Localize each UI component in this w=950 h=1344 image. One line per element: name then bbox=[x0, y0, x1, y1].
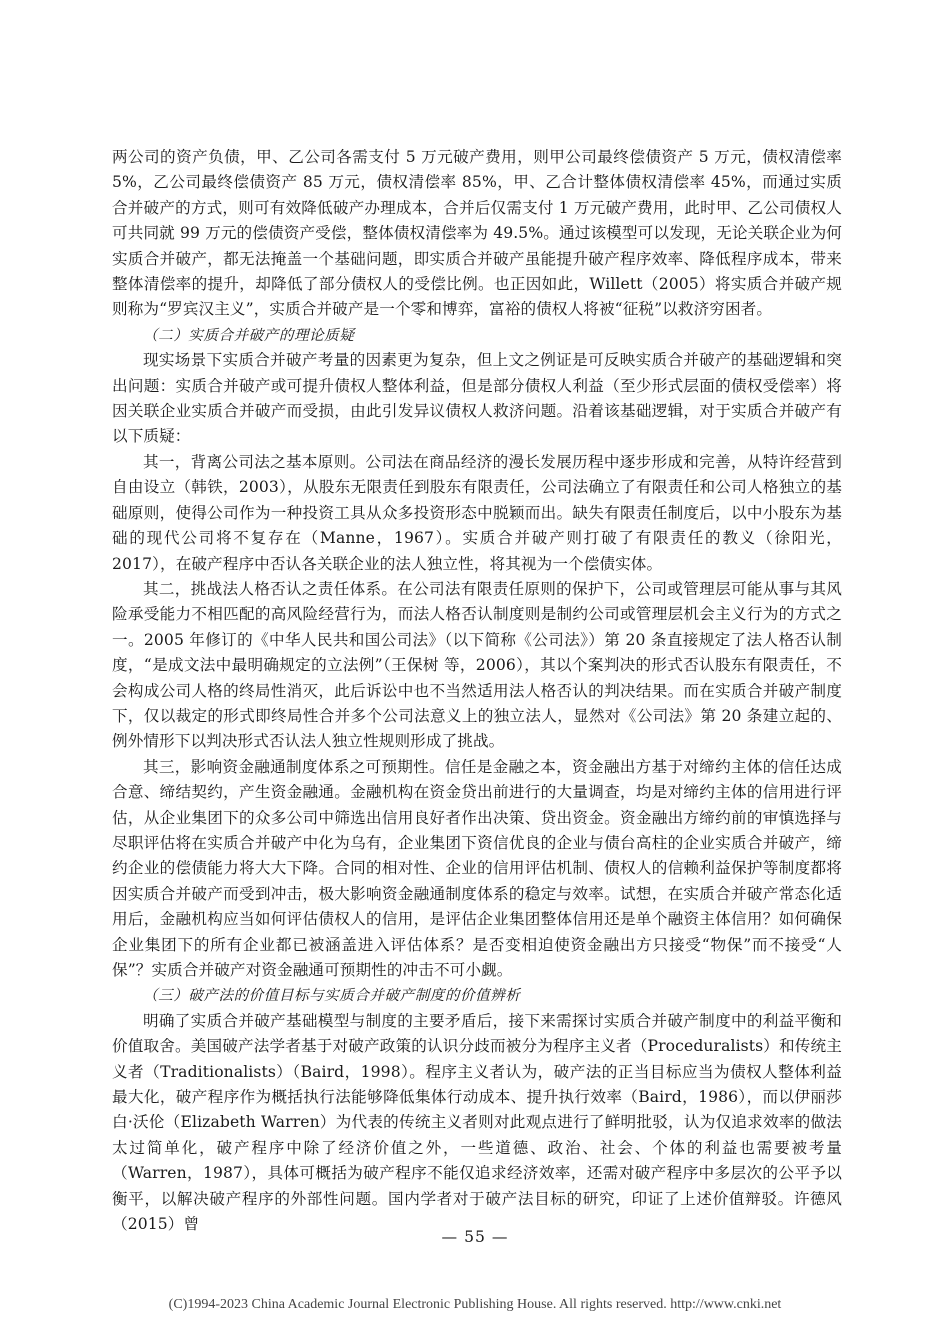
article-body bbox=[112, 145, 842, 1237]
page-number: — 55 — bbox=[441, 1228, 509, 1246]
section-heading-2: （二）实质合并破产的理论质疑 bbox=[143, 326, 355, 344]
paragraph-doubt-3: 其三，影响资金融通制度体系之可预期性。信任是金融之本，资金融出方基于对缔约主体的信任达成合意、缔结契约，产生资金融通。金融机构在资金贷出前进行的大量调查，均是对缔约主体的信用进行评估，从企业集团下的众多公司中筛选出信用良好者作出决策、贷出资金。资金融出方缔约前的审慎选择与尽职评估将在实质合并破产中化为乌有，企业集团下资信优良的企业与债台高柱的企业实质合并破产，缔约企业的偿债能力将大大下降。合同的相对性、企业的信用评估机制、债权人的信赖利益保护等制度都将因实质合并破产而受到冲击，极大影响资金融通制度体系的稳定与效率。试想，在实质合并破产常态化适用后，金融机构应当如何评估债权人的信用，是评估企业集团整体信用还是单个融资主体信用？如何确保企业集团下的所有企业都已被涵盖进入评估体系？是否变相迫使资金融出方只接受“物保”而不接受“人保”？实质合并破产对资金融通可预期性的冲击不可小觑。 bbox=[112, 757, 842, 979]
paragraph-doubt-1: 其一，背离公司法之基本原则。公司法在商品经济的漫长发展历程中逐步形成和完善，从特许经营到自由设立（韩铁，2003），从股东无限责任到股东有限责任，公司法确立了有限责任和公司人格独立的基础原则，使得公司作为一种投资工具从众多投资形态中脱颖而出。缺失有限责任制度后，以中小股东为基础的现代公司将不复存在（Manne，1967）。实质合并破产则打破了有限责任的教义（徐阳光，2017），在破产程序中否认各关联企业的法人独立性，将其视为一个偿债实体。 bbox=[112, 452, 842, 573]
paragraph-doubt-2: 其二，挑战法人格否认之责任体系。在公司法有限责任原则的保护下，公司或管理层可能从事与其风险承受能力不相匹配的高风险经营行为，而法人格否认制度则是制约公司或管理层机会主义行为的方式之一。2005 年修订的《中华人民共和国公司法》（以下简称《公司法》）第 20 条直接规定了法人格否认制度，“是成文法中最明确规定的立法例”（王保树 等，2006），其以个案判决的形式否认股东有限责任，不会构成公司人格的终局性消灭，此后诉讼中也不当然适用法人格否认的判决结果。而在实质合并破产制度下，仅以裁定的形式即终局性合并多个公司法意义上的独立法人，显然对《公司法》第 20 条建立起的、例外情形下以判决形式否认法人独立性规则形成了挑战。 bbox=[112, 579, 842, 751]
paragraph-value-analysis: 明确了实质合并破产基础模型与制度的主要矛盾后，接下来需探讨实质合并破产制度中的利益平衡和价值取舍。美国破产法学者基于对破产政策的认识分歧而被分为程序主义者（Proceduralists）和传统主义者（Traditionalists）（Baird，1998）。程序主义者认为，破产法的正当目标应当为债权人整体利益最大化，破产程序作为概括执行法能够降低集体行动成本、提升执行效率（Baird，1986），而以伊丽莎白·沃伦（Elizabeth Warren）为代表的传统主义者则对此观点进行了鲜明批驳，认为仅追求效率的做法太过简单化，破产程序中除了经济价值之外，一些道德、政治、社会、个体的利益也需要被考量（Warren，1987），具体可概括为破产程序不能仅追求经济效率，还需对破产程序中多层次的公平予以衡平，以解决破产程序的外部性问题。国内学者对于破产法目标的研究，印证了上述价值辩驳。许德风（2015）曾 bbox=[112, 1011, 842, 1234]
copyright-footer: (C)1994-2023 China Academic Journal Electronic Publishing House. All rights reserved. http://www.cnki.net bbox=[168, 1297, 782, 1312]
paragraph-continuation: 两公司的资产负债，甲、乙公司各需支付 5 万元破产费用，则甲公司最终偿债资产 5 万元，债权清偿率 5%，乙公司最终偿债资产 85 万元，债权清偿率 85%，甲、乙合计整体债权清偿率 45%，而通过实质合并破产的方式，则可有效降低破产办理成本，合并后仅需支付 1 万元破产费用，此时甲、乙公司债权人可共同就 99 万元的偿债资产受偿，整体债权清偿率为 49.5%。通过该模型可以发现，无论关联企业为何实质合并破产，都无法掩盖一个基础问题，即实质合并破产虽能提升破产程序效率、降低程序成本，带来整体清偿率的提升，却降低了部分债权人的受偿比例。也正因如此，Willett（2005）将实质合并破产规则称为“罗宾汉主义”，实质合并破产是一个零和博弈，富裕的债权人将被“征税”以救济穷困者。 bbox=[112, 148, 842, 319]
paragraph-theory-intro: 现实场景下实质合并破产考量的因素更为复杂，但上文之例证是可反映实质合并破产的基础逻辑和突出问题：实质合并破产或可提升债权人整体利益，但是部分债权人利益（至少形式层面的债权受偿率）将因关联企业实质合并破产而受损，由此引发异议债权人救济问题。沿着该基础逻辑，对于实质合并破产有以下质疑： bbox=[112, 351, 842, 446]
section-heading-3: （三）破产法的价值目标与实质合并破产制度的价值辨析 bbox=[143, 987, 521, 1005]
